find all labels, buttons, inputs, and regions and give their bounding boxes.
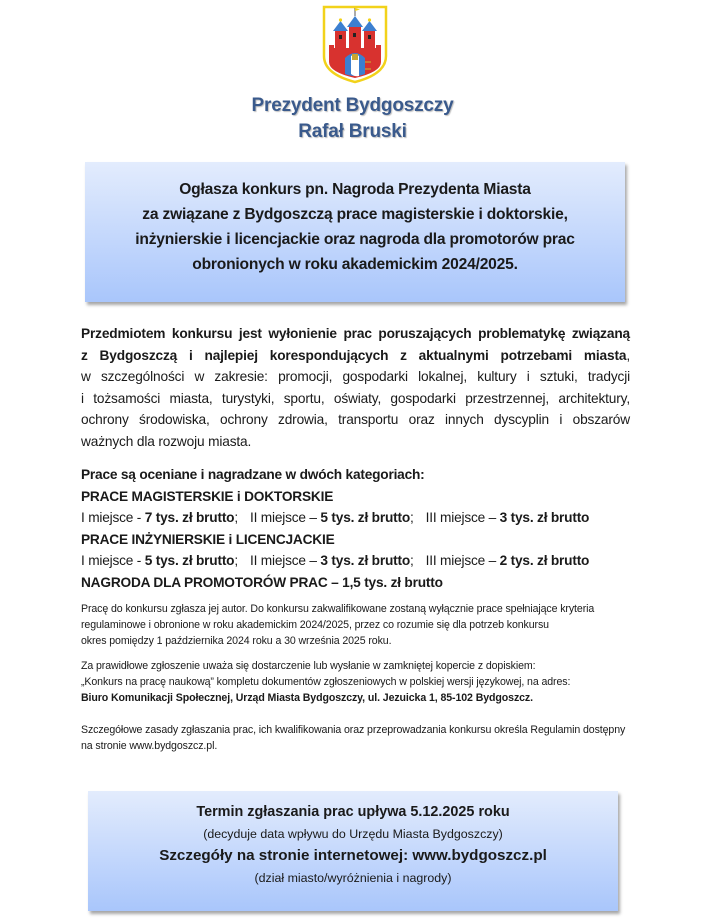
categories-section	[81, 464, 630, 594]
deadline-title: Termin zgłaszania prac upływa 5.12.2025 roku	[196, 804, 510, 820]
intro-line: z Bydgoszczą i najlepiej korespondujących z aktualnymi potrzebami miasta,	[81, 347, 630, 363]
prize-row: I miejsce - 7 tys. zł brutto; II miejsce – 5 tys. zł brutto; III miejsce – 3 tys. zł brutto	[81, 510, 590, 526]
deadline-box	[88, 791, 618, 911]
promoters-prize: NAGRODA DLA PROMOTORÓW PRAC – 1,5 tys. zł brutto	[81, 574, 443, 590]
deadline-note: (decyduje data wpływu do Urzędu Miasta Bydgoszczy)	[203, 827, 503, 841]
announcement-box	[85, 162, 625, 302]
categories-intro: Prace są oceniane i nagradzane w dwóch kategoriach:	[81, 467, 425, 482]
announcement-line: inżynierskie i licencjackie oraz nagroda dla promotorów prac	[135, 231, 575, 248]
regulations-paragraph: Szczegółowe zasady zgłaszania prac, ich kwalifikowania oraz przeprowadzania konkursu określa Regulamin dostępny na stronie www.bydgoszcz.pl.	[81, 724, 626, 752]
submission-address: Biuro Komunikacji Społecznej, Urząd Miasta Bydgoszczy, ul. Jezuicka 1, 85-102 Bydgoszcz.	[81, 691, 533, 704]
rules-paragraph: Pracę do konkursu zgłasza jej autor. Do konkursu zakwalifikowane zostaną wyłącznie prace spełniające kryteria regulaminowe i obronione w roku akademickim 2024/2025, przez co rozumie się dla potrzeb konkursu okres pomiędzy 1 października 2024 roku a 30 września 2025 roku.	[81, 603, 595, 647]
intro-line: i tożsamości miasta, turystyki, sportu, oświaty, gospodarki przestrzennej, architektury,	[81, 390, 630, 406]
intro-line: ważnych dla rozwoju miasta.	[81, 433, 252, 449]
category-title: PRACE INŻYNIERSKIE i LICENCJACKIE	[81, 531, 335, 547]
submission-paragraph: Za prawidłowe zgłoszenie uważa się dostarczenie lub wysłanie w zamkniętej kopercie z dopiskiem: „Konkurs na pracę naukową” kompletu dokumentów zgłoszeniowych w polskiej wersji językowej, na adres: Biuro Komunikacji Społecznej, Urząd Miasta Bydgoszczy, ul. Jezuicka 1, 85-102 Bydgoszcz.	[81, 659, 630, 706]
intro-line: ochrony środowiska, ochrony zdrowia, transportu oraz innych dyscyplin i obszarów	[81, 412, 630, 428]
prize-row: I miejsce - 5 tys. zł brutto; II miejsce – 3 tys. zł brutto; III miejsce – 2 tys. zł brutto	[81, 553, 590, 569]
announcement-line: Ogłasza konkurs pn. Nagroda Prezydenta Miasta	[179, 181, 531, 198]
intro-paragraph	[81, 323, 630, 453]
coat-of-arms-icon	[321, 4, 389, 84]
header-name: Rafał Bruski	[298, 121, 407, 142]
details-section: (dział miasto/wyróżnienia i nagrody)	[254, 871, 452, 885]
intro-line: Przedmiotem konkursu jest wyłonienie prac poruszających problematykę związaną	[81, 326, 630, 341]
category-title: PRACE MAGISTERSKIE i DOKTORSKIE	[81, 488, 334, 504]
details-link-text: Szczegóły na stronie internetowej: www.bydgoszcz.pl	[159, 847, 547, 864]
announcement-line: obronionych w roku akademickim 2024/2025.	[192, 256, 518, 273]
announcement-line: za związane z Bydgoszczą prace magisterskie i doktorskie,	[142, 206, 568, 223]
intro-line: w szczególności w zakresie: promocji, gospodarki lokalnej, kultury i sztuki, tradycji	[81, 369, 630, 385]
header-title: Prezydent Bydgoszczy	[251, 95, 454, 116]
